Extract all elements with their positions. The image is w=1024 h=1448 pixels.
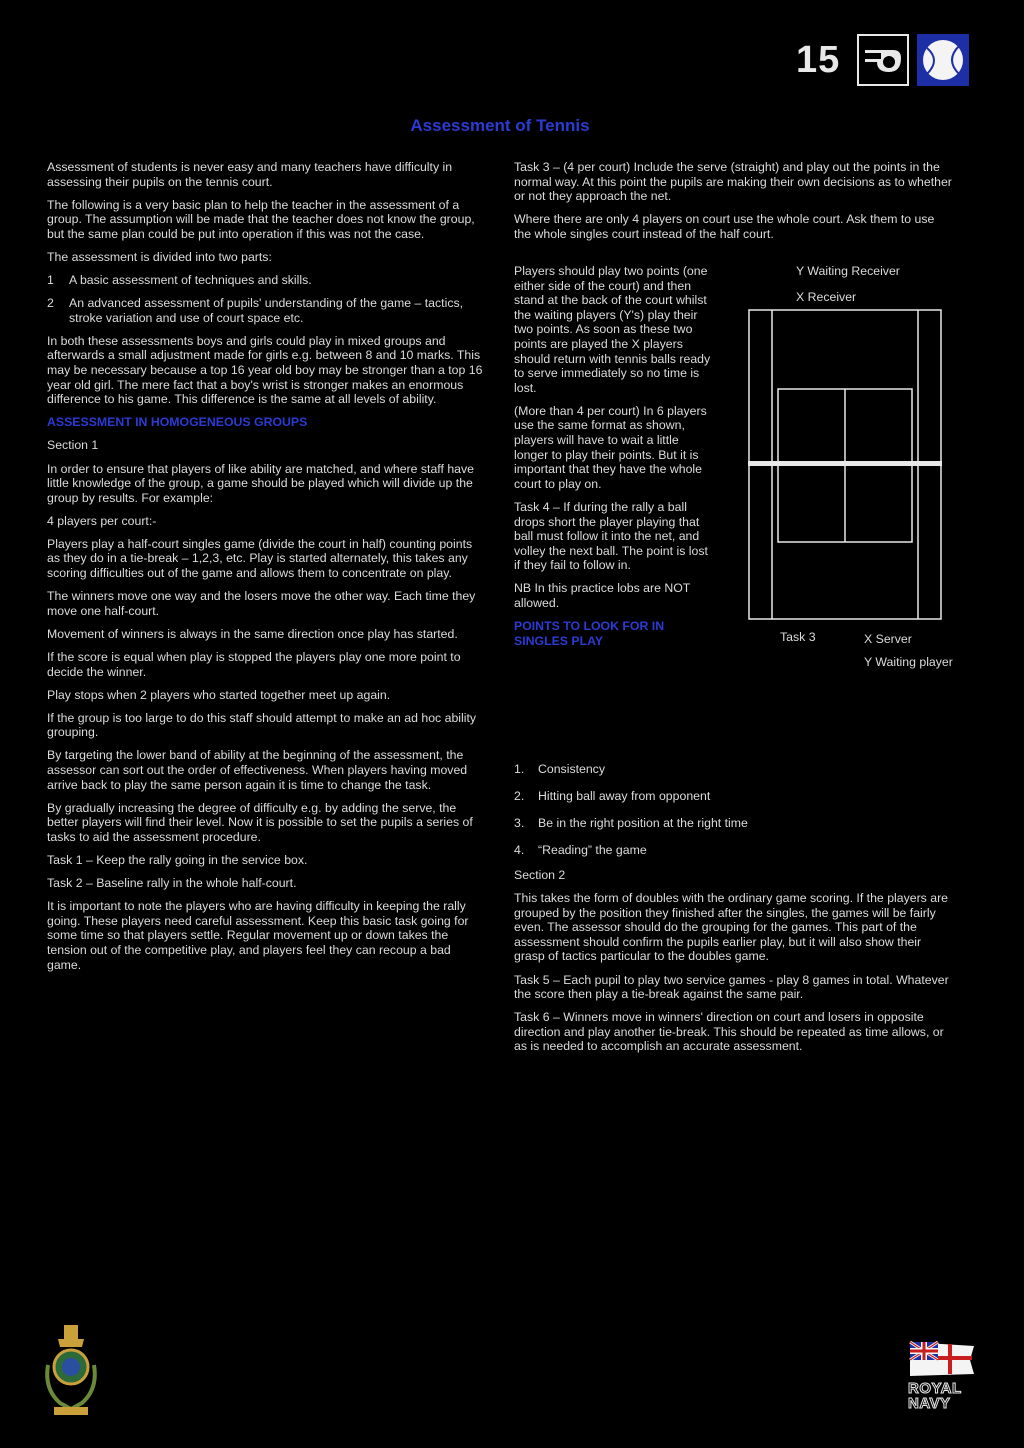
section-label: Section 2 [514,868,566,882]
label-x-server: X Server [864,632,912,646]
right-column-top [514,160,954,250]
logo-text-navy: NAVY [908,1395,951,1412]
paragraph: By targeting the lower band of ability at the beginning of the assessment, the assessor can sort out the order of effectiveness. When players having moved arrive back to play the same person again it is time to change the task. [47,748,468,792]
label-y-waiting-player: Y Waiting player [864,655,953,669]
whistle-icon [857,34,909,86]
royal-marines-crest-icon [40,1325,102,1420]
paragraph: Play stops when 2 players who started together meet up again. [47,687,391,702]
paragraph: 4 players per court:- [47,513,157,528]
paragraph: By gradually increasing the degree of difficulty e.g. by adding the serve, the better players will find their level. Now it is possible to set the pupils a series of tasks to aid the assessment procedure. [47,800,473,844]
paragraph: NB In this practice lobs are NOT allowed. [514,581,691,610]
tennis-court-diagram [748,309,942,620]
paragraph: The winners move one way and the losers move the other way. Each time they move one half-court. [47,589,476,618]
page-number: 15 [796,39,841,81]
royal-navy-logo [908,1340,978,1412]
list-item: 2. Hitting ball away from opponent [514,788,711,803]
list-item: 3. Be in the right position at the right time [514,815,748,830]
paragraph: Task 4 – If during the rally a ball drops short the player playing that ball must follow it into the net, and volley the next ball. The point is lost if they fail to follow in. [514,499,708,573]
paragraph: Task 1 – Keep the rally going in the service box. [47,852,308,867]
paragraph: The assessment is divided into two parts: [47,249,272,264]
paragraph: If the score is equal when play is stopped the players play one more point to decide the winner. [47,649,461,679]
paragraph: Task 3 – (4 per court) Include the serve (straight) and play out the points in the normal way. At this point the pupils are making their own decisions as to whether or not they approach the net. [514,160,952,204]
paragraph: Task 2 – Baseline rally in the whole half-court. [47,876,297,891]
paragraph: If the group is too large to do this staff should attempt to make an ad hoc ability grouping. [47,710,477,740]
paragraph: Players play a half-court singles game (divide the court in half) counting points as they do in a tie-break – 1,2,3, etc. Play is started alternately, this takes any scoring difficulties out of the game and allows them to concentrate on play. [47,536,473,581]
paragraph: Assessment of students is never easy and many teachers have difficulty in assessing their pupils on the tennis court. [47,160,453,189]
paragraph: Where there are only 4 players on court use the whole court. Ask them to use the whole singles court instead of the half court. [514,212,935,241]
net-line [748,461,942,466]
white-ensign-icon [908,1340,978,1380]
right-column-bottom [514,868,954,1063]
paragraph: It is important to note the players who are having difficulty in keeping the rally going. These players need careful assessment. Keep this basic task going for some time so that players settle. Regular movement up or down takes the tension out of the competitive play, and players feel they can recoup a bad game. [47,899,469,972]
paragraph: Players should play two points (one either side of the court) and then stand at the back of the court whilst the waiting players (Y's) play their two points. As soon as these two points are played the X players should return with tennis balls ready to serve immediately so no time is lost. [514,264,711,395]
section-label: Section 1 [47,438,99,453]
logo-text-royal: ROYAL [908,1380,962,1397]
label-y-waiting-receiver: Y Waiting Receiver [796,264,900,278]
paragraph: In both these assessments boys and girls could play in mixed groups and afterwards a small adjustment made for girls e.g. between 8 and 10 marks. This may be necessary because a top 16 year old boy may be stronger than a top 16 year old girl. The mere fact that a boy's wrist is stronger makes an enormous difference to his game. This difference is the same at all levels of ability. [47,333,483,407]
left-column [47,160,483,981]
list-item: 1 A basic assessment of techniques and skills. [47,273,312,288]
paragraph: This takes the form of doubles with the ordinary game scoring. If the players are grouped by the position they finished after the singles, the games will be fairly even. The assessor should do the grouping for the games. This part of the assessment should confirm the pupils earlier play, but it will also show their grasp of tactics particular to the doubles game. [514,891,949,964]
list-item: 4. “Reading” the game [514,842,647,857]
page-title: Assessment of Tennis [410,116,590,135]
paragraph: In order to ensure that players of like ability are matched, and where staff have little knowledge of the group, a game should be played which will divide up the group by results. For example: [47,461,474,505]
paragraph: Task 5 – Each pupil to play two service games - play 8 games in total. Whatever the score then play a tie-break against the same pair. [514,972,949,1002]
section-heading: POINTS TO LOOK FOR IN SINGLES PLAY [514,619,665,648]
paragraph: The following is a very basic plan to help the teacher in the assessment of a group. The assumption will be made that the teacher does not know the group, but the same plan could be put into operation if this was not the case. [47,197,475,241]
label-x-receiver: X Receiver [796,290,857,304]
list-item: 2 An advanced assessment of pupils' understanding of the game – tactics, stroke variation and use of court space etc. [47,296,464,325]
section-heading: ASSESSMENT IN HOMOGENEOUS GROUPS [47,415,308,430]
paragraph: Task 6 – Winners move in winners' direction on court and losers in opposite direction and play another tie-break. This should be repeated as time allows, or as is needed to accomplish an accurate assessment. [514,1010,944,1054]
right-column-narrow [514,264,714,657]
tennis-ball-icon [917,34,969,86]
paragraph: (More than 4 per court) In 6 players use the same format as shown, players will have to wait a little longer to play their points. But it is important that they have the whole court to play on. [514,403,707,491]
paragraph: Movement of winners is always in the same direction once play has started. [47,626,458,641]
label-task-3: Task 3 [780,630,816,644]
points-list [514,762,954,870]
list-item: 1. Consistency [514,762,605,776]
